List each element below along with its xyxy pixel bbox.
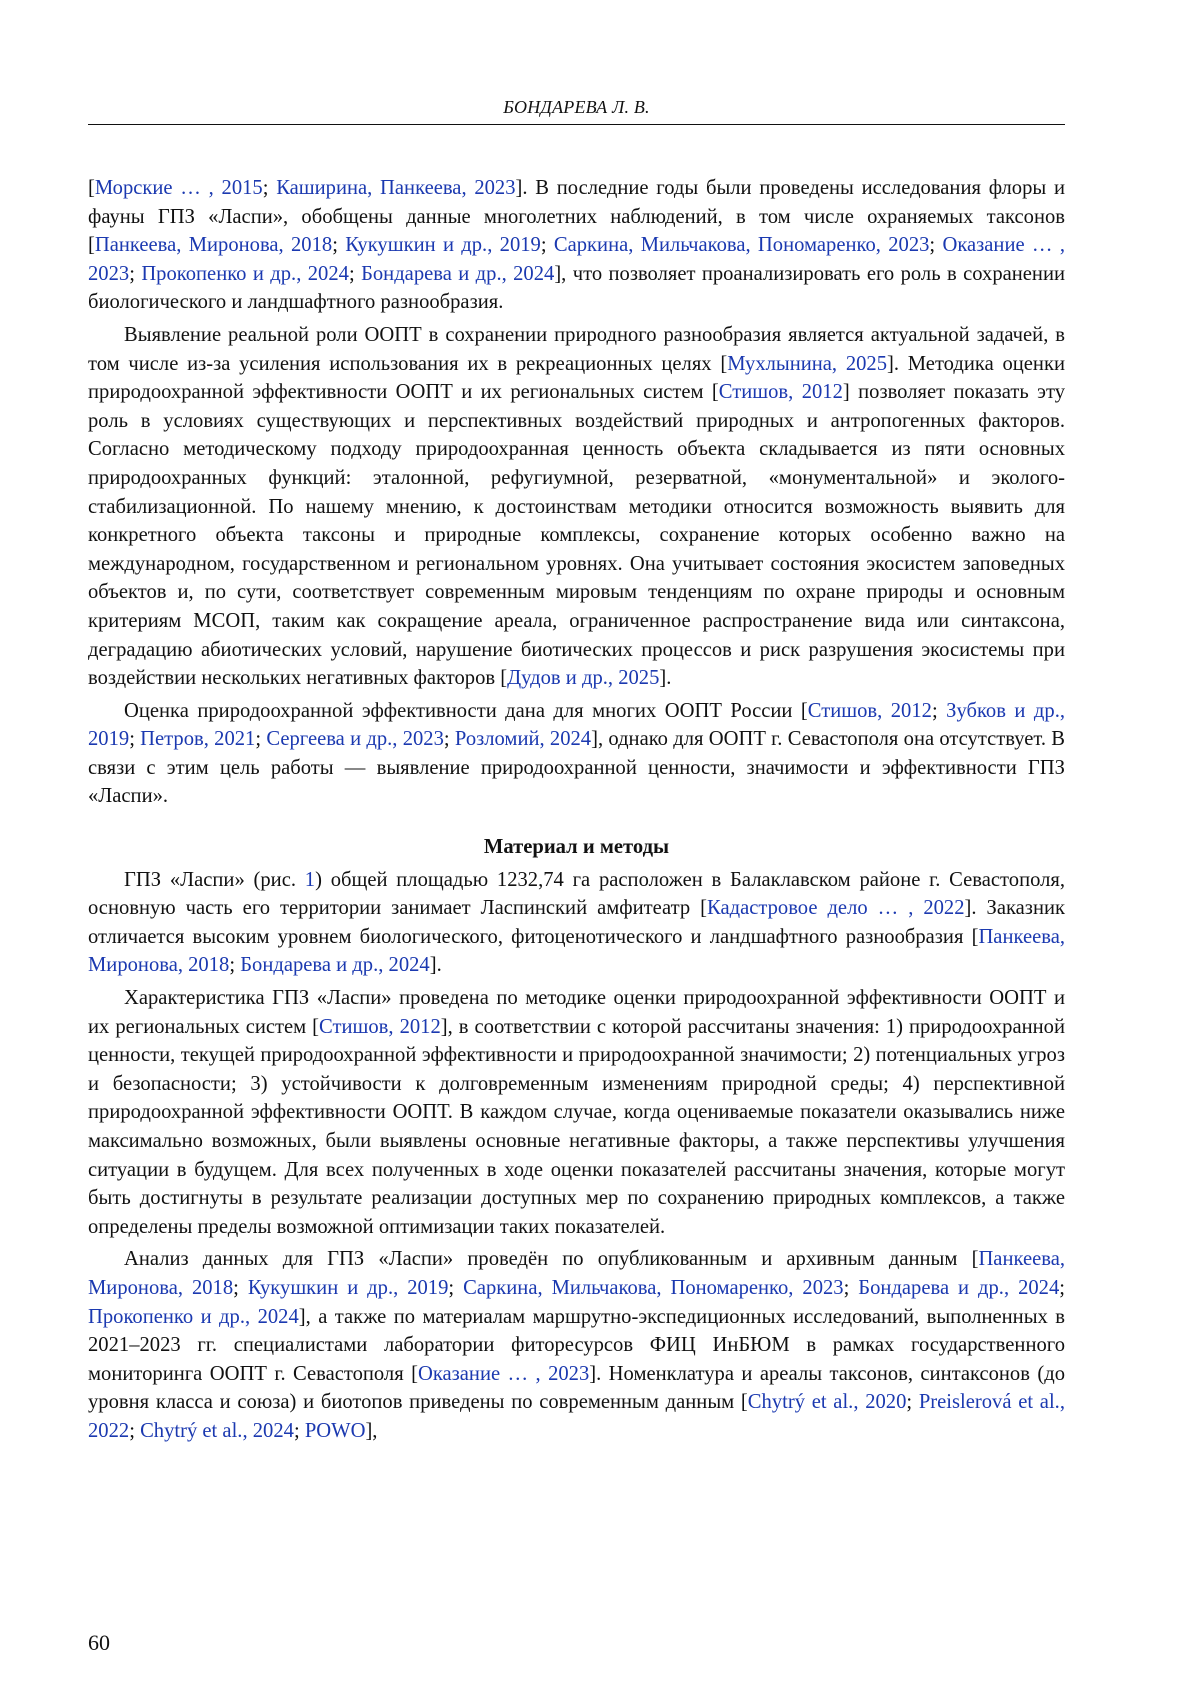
text-run: ;	[129, 1419, 141, 1442]
citation-link[interactable]: Саркина, Мильчакова, Пономаренко, 2023	[463, 1276, 844, 1299]
text-run: ;	[348, 262, 362, 285]
citation-link[interactable]: Стишов, 2012	[807, 699, 932, 722]
citation-link[interactable]: Мухлынина, 2025	[727, 352, 888, 375]
article-body	[88, 174, 1065, 1446]
paragraph-continued	[88, 174, 1065, 317]
text-run: ].	[429, 954, 442, 977]
citation-link[interactable]: Сергеева и др., 2023	[266, 728, 444, 751]
text-run: ГПЗ «Ласпи» (рис.	[124, 868, 305, 891]
text-run: ) общей площадью 1232,74 га расположен в Балаклавском районе г. Севастополя, основную часть его территории занимает Ласпинский амфитеатр [	[88, 868, 1066, 920]
text-run: ], а также по материалам маршрутно-экспедиционных исследований, выполненных в 2021–2023 гг. специалистами лаборатории фиторесурсов ФИЦ ИнБЮМ в рамках государственного мониторинга ООПТ г. Севастополя [	[88, 1305, 1065, 1385]
citation-link[interactable]: Прокопенко и др., 2024	[88, 1305, 299, 1328]
paragraph	[88, 321, 1065, 693]
text-run: ;	[262, 177, 277, 199]
citation-link[interactable]: Розломий, 2024	[454, 728, 592, 751]
text-run: ;	[929, 234, 943, 257]
text-run: ;	[443, 728, 455, 751]
text-run: ], однако для ООПТ г. Севастополя она отсутствует. В связи с этим цель работы — выявление природоохранной ценности, значимости и эффективности ГПЗ «Ласпи».	[88, 728, 1065, 808]
text-run: ].	[659, 667, 672, 690]
text-run: ],	[365, 1419, 378, 1442]
text-run: ;	[448, 1276, 464, 1299]
text-run: ;	[255, 728, 267, 751]
text-run: ;	[129, 728, 141, 751]
text-run: ;	[843, 1276, 859, 1299]
text-run: ;	[293, 1419, 305, 1442]
citation-link[interactable]: Каширина, Панкеева, 2023	[276, 177, 516, 199]
text-run: ]. Номенклатура и ареалы таксонов, синтаксонов (до уровня класса и союза) и биотопов приведены по современным данным [	[88, 1362, 1065, 1414]
text-run: Выявление реальной роли ООПТ в сохранении природного разнообразия является актуальной задачей, в том числе из-за усиления использования их в рекреационных целях [	[88, 323, 1065, 375]
citation-link[interactable]: Петров, 2021	[140, 728, 256, 751]
text-run: ;	[1059, 1276, 1065, 1299]
citation-link[interactable]: Бондарева и др., 2024	[361, 262, 555, 285]
text-run: ], в соответствии с которой рассчитаны значения: 1) природоохранной ценности, текущей природоохранной эффективности и природоохранной значимости; 2) потенциальных угроз и безопасности; 3) устойчивости к долговременным изменениям природной среды; 4) перспективной природоохранной эффективности ООПТ. В каждом случае, когда оцениваемые показатели оказывались ниже максимально возможных, были выявлены основные негативные факторы, а также перспективы улучшения ситуации в будущем. Для всех полученных в ходе оценки показателей рассчитаны значения, которые могут быть достигнуты в результате реализации доступных мер по сохранению природных комплексов, а также определены пределы возможной оптимизации таких показателей.	[88, 1015, 1065, 1238]
citation-link[interactable]: Панкеева, Миронова, 2018	[88, 925, 1065, 977]
text-run: ]. Заказник отличается высоким уровнем биологического, фитоценотического и ландшафтного разнообразия [	[88, 897, 1065, 948]
text-run: ]. Методика оценки природоохранной эффективности ООПТ и их региональных систем [	[88, 352, 1065, 404]
citation-link[interactable]: Панкеева, Миронова, 2018	[94, 234, 333, 257]
citation-link[interactable]: Стишов, 2012	[718, 381, 843, 404]
text-run: ;	[931, 699, 947, 722]
citation-link[interactable]: Дудов и др., 2025	[507, 667, 660, 690]
citation-link[interactable]: Оказание … , 2023	[88, 234, 1065, 285]
citation-link[interactable]: Chytrý et al., 2024	[140, 1419, 294, 1442]
citation-link[interactable]: Морские … , 2015	[94, 177, 263, 199]
citation-link[interactable]: Preislerová et al., 2022	[88, 1391, 1065, 1442]
paragraph	[88, 984, 1065, 1241]
citation-link[interactable]: Кукушкин и др., 2019	[345, 234, 541, 257]
citation-link[interactable]: POWO	[304, 1419, 366, 1442]
citation-link[interactable]: Chytrý et al., 2020	[747, 1391, 907, 1414]
text-run: ;	[906, 1391, 919, 1414]
text-run: [	[88, 177, 95, 199]
text-run: Материал и методы	[483, 836, 670, 859]
page-number: 60	[88, 1630, 110, 1655]
citation-link[interactable]: Кадастровое дело … , 2022	[707, 897, 965, 920]
citation-link[interactable]: 1	[304, 868, 316, 891]
citation-link[interactable]: Саркина, Мильчакова, Пономаренко, 2023	[553, 234, 930, 257]
text-run: ], что позволяет проанализировать его роль в сохранении биологического и ландшафтного разнообразия.	[88, 262, 1065, 314]
text-run: ;	[233, 1276, 248, 1299]
text-run: ]. В последние годы были проведены исследования флоры и фауны ГПЗ «Ласпи», обобщены данные многолетних наблюдений, в том числе охраняемых таксонов [	[88, 177, 1065, 257]
text-run: ;	[129, 262, 142, 285]
header-rule	[88, 124, 1065, 125]
text-run: ;	[332, 234, 346, 257]
running-head: БОНДАРЕВА Л. В.	[503, 97, 650, 117]
paragraph	[88, 697, 1065, 811]
citation-link[interactable]: Стишов, 2012	[319, 1015, 441, 1038]
text-run: Анализ данных для ГПЗ «Ласпи» проведён по опубликованным и архивным данным [	[124, 1248, 979, 1271]
citation-link[interactable]: Оказание … , 2023	[417, 1362, 590, 1385]
text-run: Оценка природоохранной эффективности дана для многих ООПТ России [	[124, 699, 808, 722]
text-run: ;	[229, 954, 241, 977]
text-run: ;	[540, 234, 554, 257]
citation-link[interactable]: Кукушкин и др., 2019	[247, 1276, 449, 1299]
citation-link[interactable]: Зубков и др., 2019	[88, 699, 1065, 751]
citation-link[interactable]: Прокопенко и др., 2024	[141, 262, 349, 285]
section-heading	[88, 833, 1065, 862]
text-run: Характеристика ГПЗ «Ласпи» проведена по методике оценки природоохранной эффективности ООПТ и их региональных систем [	[88, 987, 1065, 1038]
citation-link[interactable]: Бондарева и др., 2024	[858, 1276, 1060, 1299]
citation-link[interactable]: Бондарева и др., 2024	[240, 954, 430, 977]
text-run: ] позволяет показать эту роль в условиях существующих и перспективных воздействий природных и антропогенных факторов. Согласно методическому подходу природоохранная ценность объекта складывается из пяти основных природоохранных функций: эталонной, рефугиумной, резерватной, «монументальной» и эколого-стабилизационной. По нашему мнению, к достоинствам методики относится возможность выявить для конкретного объекта таксоны и природные комплексы, сохранение которых особенно важно на международном, государственном и региональном уровнях. Она учитывает состояния экосистем заповедных объектов и, по сути, соответствует современным мировым тенденциям по охране природы и основным критериям МСОП, таким как сокращение ареала, ограниченное распространение вида или синтаксона, деградацию абиотических условий, нарушение биотических процессов и риск разрушения экосистемы при воздействии нескольких негативных факторов [	[88, 381, 1065, 690]
paragraph	[88, 1245, 1065, 1445]
citation-link[interactable]: Панкеева, Миронова, 2018	[88, 1248, 1065, 1299]
paragraph	[88, 866, 1065, 980]
